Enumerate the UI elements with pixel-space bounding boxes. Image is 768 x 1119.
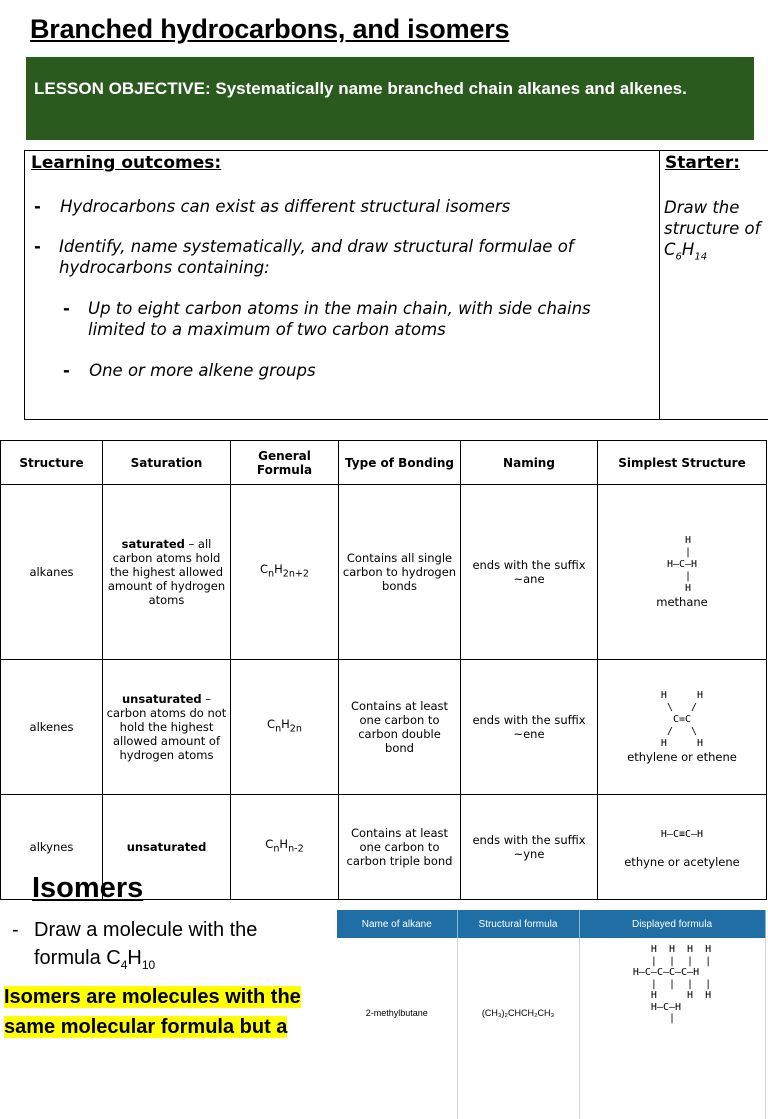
- ethyne-structure-drawing: H—C≡C—H: [660, 828, 704, 840]
- simplest-structure-cell: H | H—C—H | H methane: [598, 485, 767, 660]
- formula-cell: $C_nH_{2n+2}$: [231, 485, 339, 660]
- hydrocarbon-types-table: [0, 440, 767, 900]
- structural-formula-cell: (CH₃)₂CHCH₂CH₃: [457, 938, 579, 1119]
- naming-cell: ends with the suffix ~yne: [461, 795, 598, 900]
- dash: -: [34, 237, 41, 256]
- saturation-cell: unsaturated –carbon atoms do not hold the highest allowed amount of hydrogen atoms: [103, 660, 231, 795]
- table-row: [337, 938, 765, 1119]
- simplest-structure-cell: H H \ / C=C / \ H H ethylene or ethene: [598, 660, 767, 795]
- table-header-row: [1, 441, 767, 485]
- dash: -: [12, 919, 19, 941]
- starter-heading: Starter:: [665, 153, 741, 173]
- dash: -: [63, 299, 70, 318]
- starter-text: Draw the structure of $C_6H_{14}$: [664, 198, 761, 263]
- dash: -: [63, 361, 70, 380]
- outcomes-divider: [659, 150, 660, 420]
- header-name-of-alkane: Name of alkane: [337, 910, 457, 938]
- alkane-isomer-table: [337, 910, 766, 1119]
- displayed-formula-cell: [579, 938, 765, 1119]
- table-header-row: [337, 910, 765, 938]
- outcome-subitem: - Up to eight carbon atoms in the main chain, with side chains limited to a maximum of two carbon atoms: [63, 299, 591, 339]
- bonding-cell: Contains at least one carbon to carbon double bond: [339, 660, 461, 795]
- table-row: [1, 485, 767, 660]
- structure-cell: alkenes: [1, 660, 103, 795]
- table-row: [1, 660, 767, 795]
- alkane-name-cell: 2-methylbutane: [337, 938, 457, 1119]
- outcomes-heading: Learning outcomes:: [31, 153, 222, 173]
- simplest-structure-cell: H—C≡C—H ethyne or acetylene: [598, 795, 767, 900]
- header-displayed-formula: Displayed formula: [579, 910, 765, 938]
- ethene-structure-drawing: H H \ / C=C / \ H H: [660, 690, 704, 749]
- header-naming: Naming: [461, 441, 598, 485]
- header-structural-formula: Structural formula: [457, 910, 579, 938]
- header-general-formula: General Formula: [231, 441, 339, 485]
- structure-cell: alkynes: [1, 795, 103, 900]
- formula-cell: $C_nH_{2n}$: [231, 660, 339, 795]
- naming-cell: ends with the suffix ~ene: [461, 660, 598, 795]
- structure-cell: alkanes: [1, 485, 103, 660]
- methylbutane-structure-drawing: H H H H | | | | H—C—C—C—C—H | | | | H H H H—C—H |: [632, 944, 712, 1024]
- outcome-item: - Hydrocarbons can exist as different structural isomers: [34, 197, 511, 216]
- header-type-of-bonding: Type of Bonding: [339, 441, 461, 485]
- formula-cell: $C_nH_{n-2}$: [231, 795, 339, 900]
- saturation-cell: saturated – all carbon atoms hold the highest allowed amount of hydrogen atoms: [103, 485, 231, 660]
- dash: -: [34, 197, 41, 216]
- methane-structure-drawing: H | H—C—H | H: [666, 535, 698, 594]
- isomers-task: - Draw a molecule with the formula $C_4H_{10}$: [12, 919, 258, 972]
- bonding-cell: Contains at least one carbon to carbon triple bond: [339, 795, 461, 900]
- header-simplest-structure: Simplest Structure: [598, 441, 767, 485]
- outcome-subitem: - One or more alkene groups: [63, 361, 316, 380]
- isomer-definition: Isomers are molecules with the same molecular formula but a: [4, 986, 301, 1038]
- page-title: Branched hydrocarbons, and isomers: [30, 14, 510, 44]
- saturation-cell: unsaturated: [103, 795, 231, 900]
- naming-cell: ends with the suffix ~ane: [461, 485, 598, 660]
- lesson-objective-banner: LESSON OBJECTIVE: Systematically name branched chain alkanes and alkenes.: [26, 57, 754, 140]
- outcome-item: - Identify, name systematically, and draw structural formulae of hydrocarbons containing:: [34, 237, 574, 277]
- header-structure: Structure: [1, 441, 103, 485]
- bonding-cell: Contains all single carbon to hydrogen bonds: [339, 485, 461, 660]
- header-saturation: Saturation: [103, 441, 231, 485]
- isomers-heading: Isomers: [32, 872, 144, 904]
